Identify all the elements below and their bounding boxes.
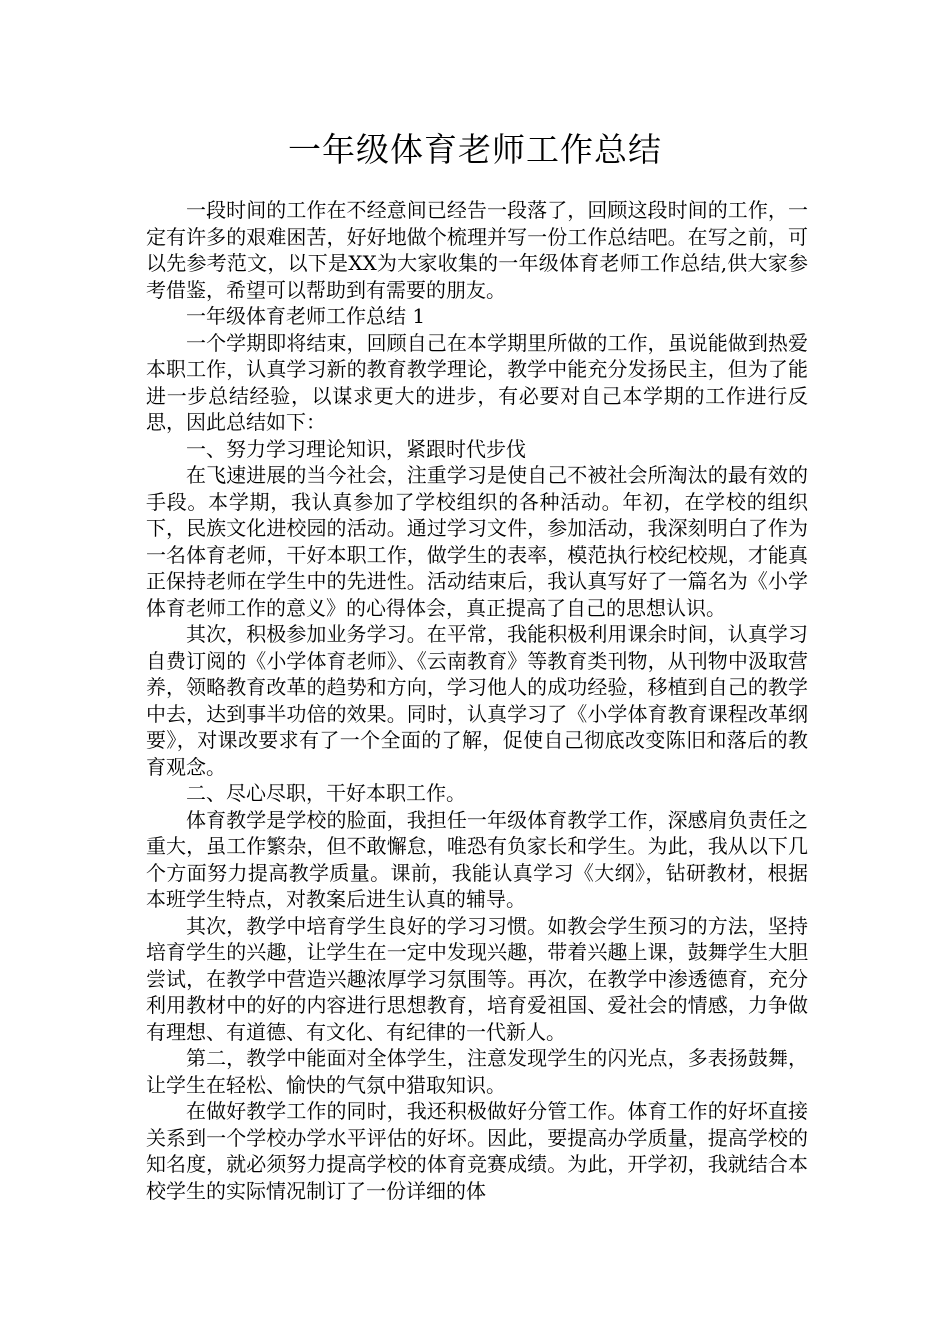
paragraph-theory-study: 在飞速进展的当今社会，注重学习是使自己不被社会所淘汰的最有效的手段。本学期，我认真参加了学校组织的各种活动。年初，在学校的组织下，民族文化进校园的活动。通过学习文件，参加活动，我深刻明白了作为一名体育老师，干好本职工作，做学生的表率，模范执行校纪校规，才能真正保持老师在学生中的先进性。活动结束后，我认真写好了一篇名为《小学体育老师工作的意义》的心得体会，真正提高了自己的思想认识。 — [146, 463, 808, 620]
document-title: 一年级体育老师工作总结 — [288, 130, 662, 169]
section-heading-duty: 二、尽心尽职，干好本职工作。 — [186, 781, 466, 805]
paragraph-management-work: 在做好教学工作的同时，我还积极做好分管工作。体育工作的好坏直接关系到一个学校办学水平评估的好坏。因此，要提高办学质量，提高学校的知名度，就必须努力提高学校的体育竞赛成绩。为此，开学初，我就结合本校学生的实际情况制订了一份详细的体 — [146, 1099, 808, 1203]
paragraph-teaching-quality: 体育教学是学校的脸面，我担任一年级体育教学工作，深感肩负责任之重大，虽工作繁杂，但不敢懈怠，唯恐有负家长和学生。为此，我从以下几个方面努力提高教学质量。课前，我能认真学习《大纲》，钻研教材，根据本班学生特点，对教案后进生认真的辅导。 — [146, 807, 808, 911]
paragraph-overview: 一个学期即将结束，回顾自己在本学期里所做的工作，虽说能做到热爱本职工作，认真学习新的教育教学理论，教学中能充分发扬民主，但为了能进一步总结经验，以谋求更大的进步，有必要对自己本学期的工作进行反思，因此总结如下： — [146, 330, 808, 434]
document-body — [146, 197, 808, 1204]
paragraph-all-students: 第二，教学中能面对全体学生，注意发现学生的闪光点，多表扬鼓舞，让学生在轻松、愉快的气氛中猎取知识。 — [146, 1046, 808, 1097]
paragraph-intro: 一段时间的工作在不经意间已经告一段落了，回顾这段时间的工作，一定有许多的艰难困苦，好好地做个梳理并写一份工作总结吧。在写之前，可以先参考范文，以下是XX为大家收集的一年级体育老师工作总结,供大家参考借鉴，希望可以帮助到有需要的朋友。 — [146, 198, 808, 302]
section-heading-theory-study: 一、努力学习理论知识，紧跟时代步伐 — [186, 436, 526, 461]
paragraph-study-habits: 其次，教学中培育学生良好的学习习惯。如教会学生预习的方法，坚持培育学生的兴趣，让学生在一定中发现兴趣，带着兴趣上课，鼓舞学生大胆尝试，在教学中营造兴趣浓厚学习氛围等。再次，在教学中渗透德育，充分利用教材中的好的内容进行思想教育，培育爱祖国、爱社会的情感，力争做有理想、有道德、有文化、有纪律的一代新人。 — [146, 913, 808, 1044]
section-heading-summary-1: 一年级体育老师工作总结 1 — [186, 304, 426, 328]
paragraph-business-study: 其次，积极参加业务学习。在平常，我能积极利用课余时间，认真学习自费订阅的《小学体育老师》、《云南教育》等教育类刊物，从刊物中汲取营养，领略教育改革的趋势和方向，学习他人的成功经验，移植到自己的教学中去，达到事半功倍的效果。同时，认真学习了《小学体育教育课程改革纲要》，对课改要求有了一个全面的了解，促使自己彻底改变陈旧和落后的教育观念。 — [146, 622, 808, 779]
